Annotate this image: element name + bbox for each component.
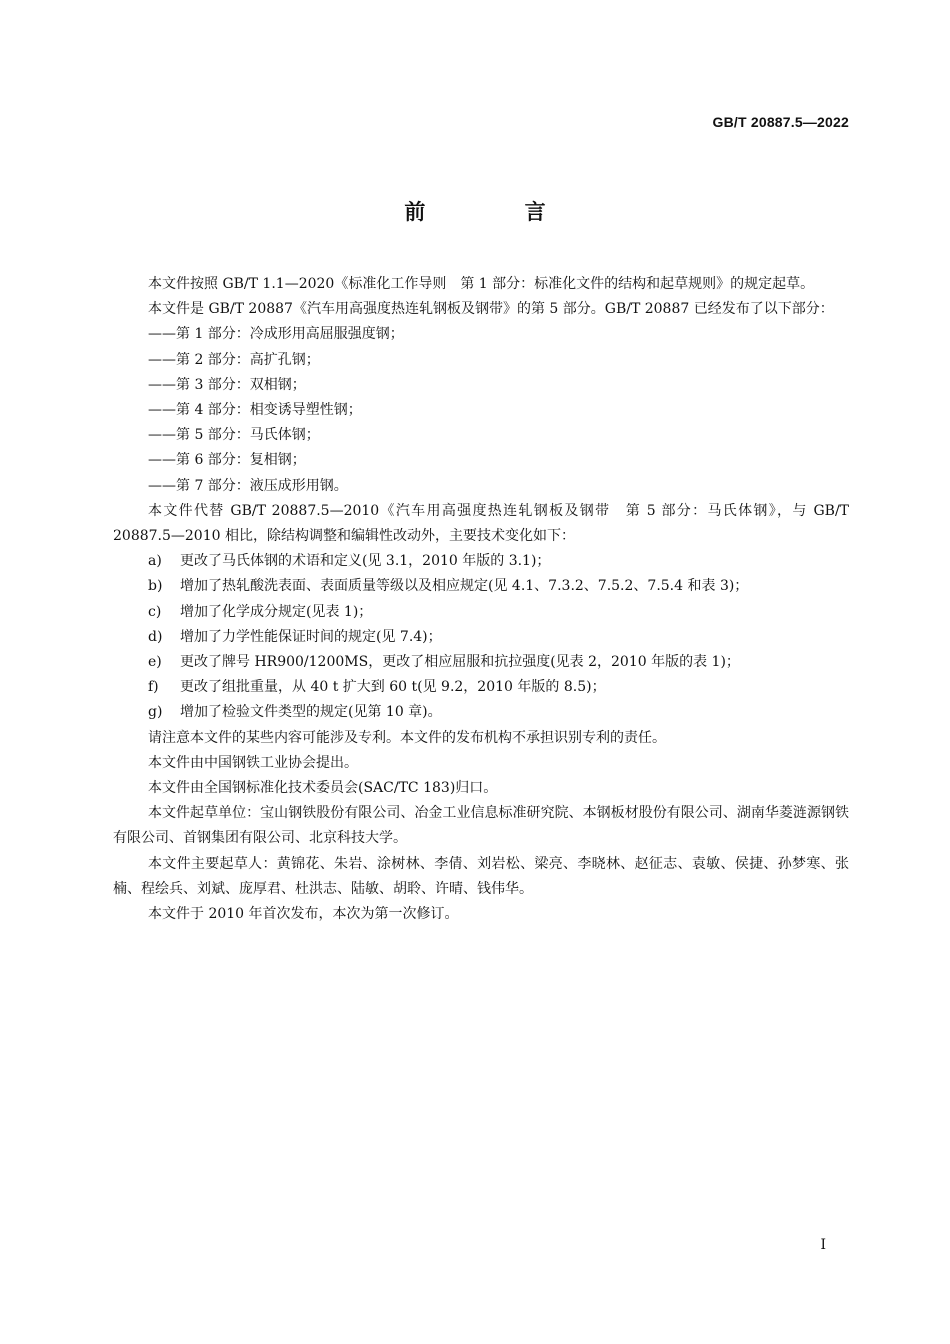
list-item-part: ——第 7 部分：液压成形用钢。 [148, 477, 348, 494]
document-code: GB/T 20887.5—2022 [712, 114, 849, 130]
list-item-change [113, 549, 849, 574]
list-marker: a) [148, 553, 162, 570]
paragraph-history: 本文件于 2010 年首次发布，本次为第一次修订。 [148, 906, 459, 923]
list-text: 增加了检验文件类型的规定(见第 10 章)。 [180, 704, 442, 721]
list-item-part: ——第 1 部分：冷成形用高屈服强度钢； [148, 326, 404, 343]
list-item-part: ——第 2 部分：高扩孔钢； [148, 351, 320, 368]
page-title: 前 言 [404, 200, 592, 224]
list-marker: d) [148, 628, 163, 645]
list-item-change [113, 650, 849, 675]
list-marker: e) [148, 654, 162, 671]
page-number: I [820, 1237, 826, 1253]
paragraph-drafters: 本文件主要起草人：黄锦花、朱岩、涂树林、李倩、刘岩松、梁亮、李晓林、赵征志、袁敏、侯捷、孙梦寒、张楠、程绘兵、刘斌、庞厚君、杜洪志、陆敏、胡聆、许晴、钱伟华。 [113, 855, 849, 897]
paragraph-drafting-rules: 本文件按照 GB/T 1.1—2020《标准化工作导则 第 1 部分：标准化文件的结构和起草规则》的规定起草。 [148, 276, 815, 292]
list-item-part: ——第 5 部分：马氏体钢； [148, 427, 320, 444]
list-item-change [113, 625, 849, 650]
document-body [113, 272, 849, 927]
list-item-change [113, 574, 849, 599]
list-text: 更改了牌号 HR900/1200MS，更改了相应屈服和抗拉强度(见表 2，2010 年版的表 1)； [180, 654, 740, 671]
paragraph-replacement: 本文件代替 GB/T 20887.5—2010《汽车用高强度热连轧钢板及钢带 第 5 部分：马氏体钢》，与 GB/T 20887.5—2010 相比，除结构调整和编辑性改动外，主要技术变化如下： [113, 502, 849, 545]
list-marker: g) [148, 704, 163, 721]
list-item-change [113, 700, 849, 725]
list-text: 增加了力学性能保证时间的规定(见 7.4)； [180, 628, 442, 645]
list-item-part: ——第 3 部分：双相钢； [148, 376, 306, 393]
list-text: 增加了热轧酸洗表面、表面质量等级以及相应规定(见 4.1、7.3.2、7.5.2、7.5.4 和表 3)； [180, 578, 749, 595]
list-text: 更改了马氏体钢的术语和定义(见 3.1，2010 年版的 3.1)； [180, 553, 551, 570]
list-text: 增加了化学成分规定(见表 1)； [180, 603, 373, 620]
list-marker: b) [148, 578, 163, 595]
list-item-change [113, 675, 849, 700]
list-marker: f) [148, 679, 159, 696]
paragraph-series-intro: 本文件是 GB/T 20887《汽车用高强度热连轧钢板及钢带》的第 5 部分。GB/T 20887 已经发布了以下部分： [148, 301, 834, 318]
list-item-part: ——第 6 部分：复相钢； [148, 452, 306, 469]
paragraph-proposer: 本文件由中国钢铁工业协会提出。 [148, 754, 358, 771]
paragraph-patent-notice: 请注意本文件的某些内容可能涉及专利。本文件的发布机构不承担识别专利的责任。 [148, 729, 666, 746]
list-text: 更改了组批重量，从 40 t 扩大到 60 t(见 9.2，2010 年版的 8.5)； [180, 679, 606, 696]
paragraph-committee: 本文件由全国钢标准化技术委员会(SAC/TC 183)归口。 [148, 780, 498, 797]
list-item-part: ——第 4 部分：相变诱导塑性钢； [148, 402, 362, 419]
list-marker: c) [148, 603, 162, 620]
list-item-change [113, 600, 849, 625]
paragraph-drafting-units: 本文件起草单位：宝山钢铁股份有限公司、冶金工业信息标准研究院、本钢板材股份有限公司、湖南华菱涟源钢铁有限公司、首钢集团有限公司、北京科技大学。 [113, 805, 849, 847]
